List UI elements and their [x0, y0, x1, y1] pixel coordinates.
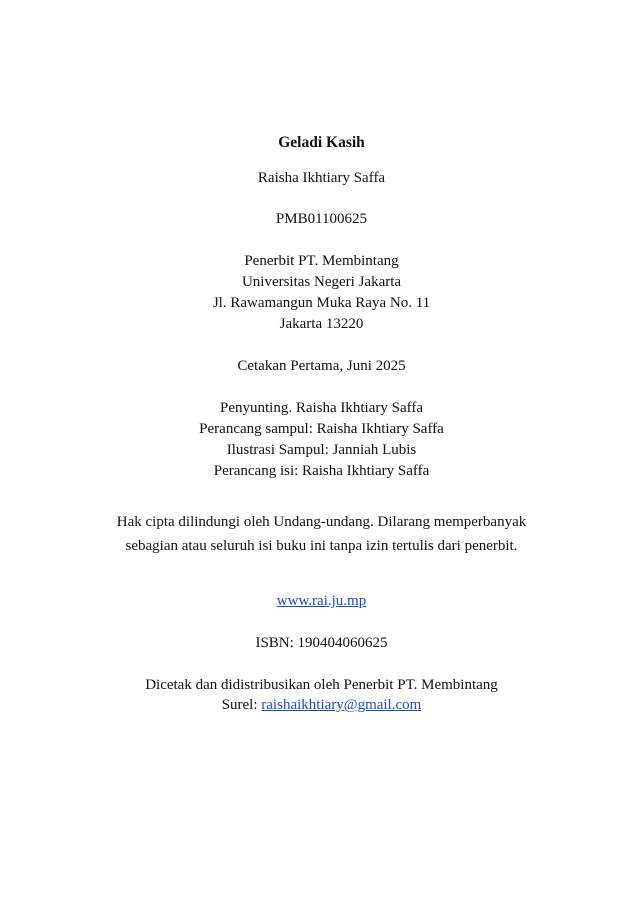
email-link[interactable]: raishaikhtiary@gmail.com [261, 697, 422, 713]
edition-info: Cetakan Pertama, Juni 2025 [237, 358, 406, 374]
publisher-institution: Universitas Negeri Jakarta [241, 274, 402, 290]
publisher-name: Penerbit PT. Membintang [244, 253, 399, 269]
credit-cover-illustration: Ilustrasi Sampul: Janniah Lubis [226, 442, 417, 458]
copyright-notice-line2: sebagian atau seluruh isi buku ini tanpa izin tertulis dari penerbit. [125, 538, 518, 554]
email-label: Surel: [221, 697, 262, 713]
author-name: Raisha Ikhtiary Saffa [257, 170, 386, 186]
email-row [0, 695, 643, 715]
publisher-street: Jl. Rawamangun Muka Raya No. 11 [212, 295, 431, 311]
credit-editor: Penyunting. Raisha Ikhtiary Saffa [219, 400, 424, 416]
credit-cover-designer: Perancang sampul: Raisha Ikhtiary Saffa [199, 421, 444, 437]
isbn: ISBN: 190404060625 [255, 635, 388, 651]
credit-layout-designer: Perancang isi: Raisha Ikhtiary Saffa [213, 463, 430, 479]
book-code: PMB01100625 [275, 211, 368, 227]
copyright-notice-line1: Hak cipta dilindungi oleh Undang-undang. Dilarang memperbanyak [116, 514, 527, 530]
publisher-city: Jakarta 13220 [279, 316, 364, 332]
book-title: Geladi Kasih [278, 134, 365, 151]
distribution-info: Dicetak dan didistribusikan oleh Penerbit PT. Membintang [145, 677, 498, 693]
website-row [0, 591, 643, 611]
website-link[interactable]: www.rai.ju.mp [276, 593, 367, 609]
